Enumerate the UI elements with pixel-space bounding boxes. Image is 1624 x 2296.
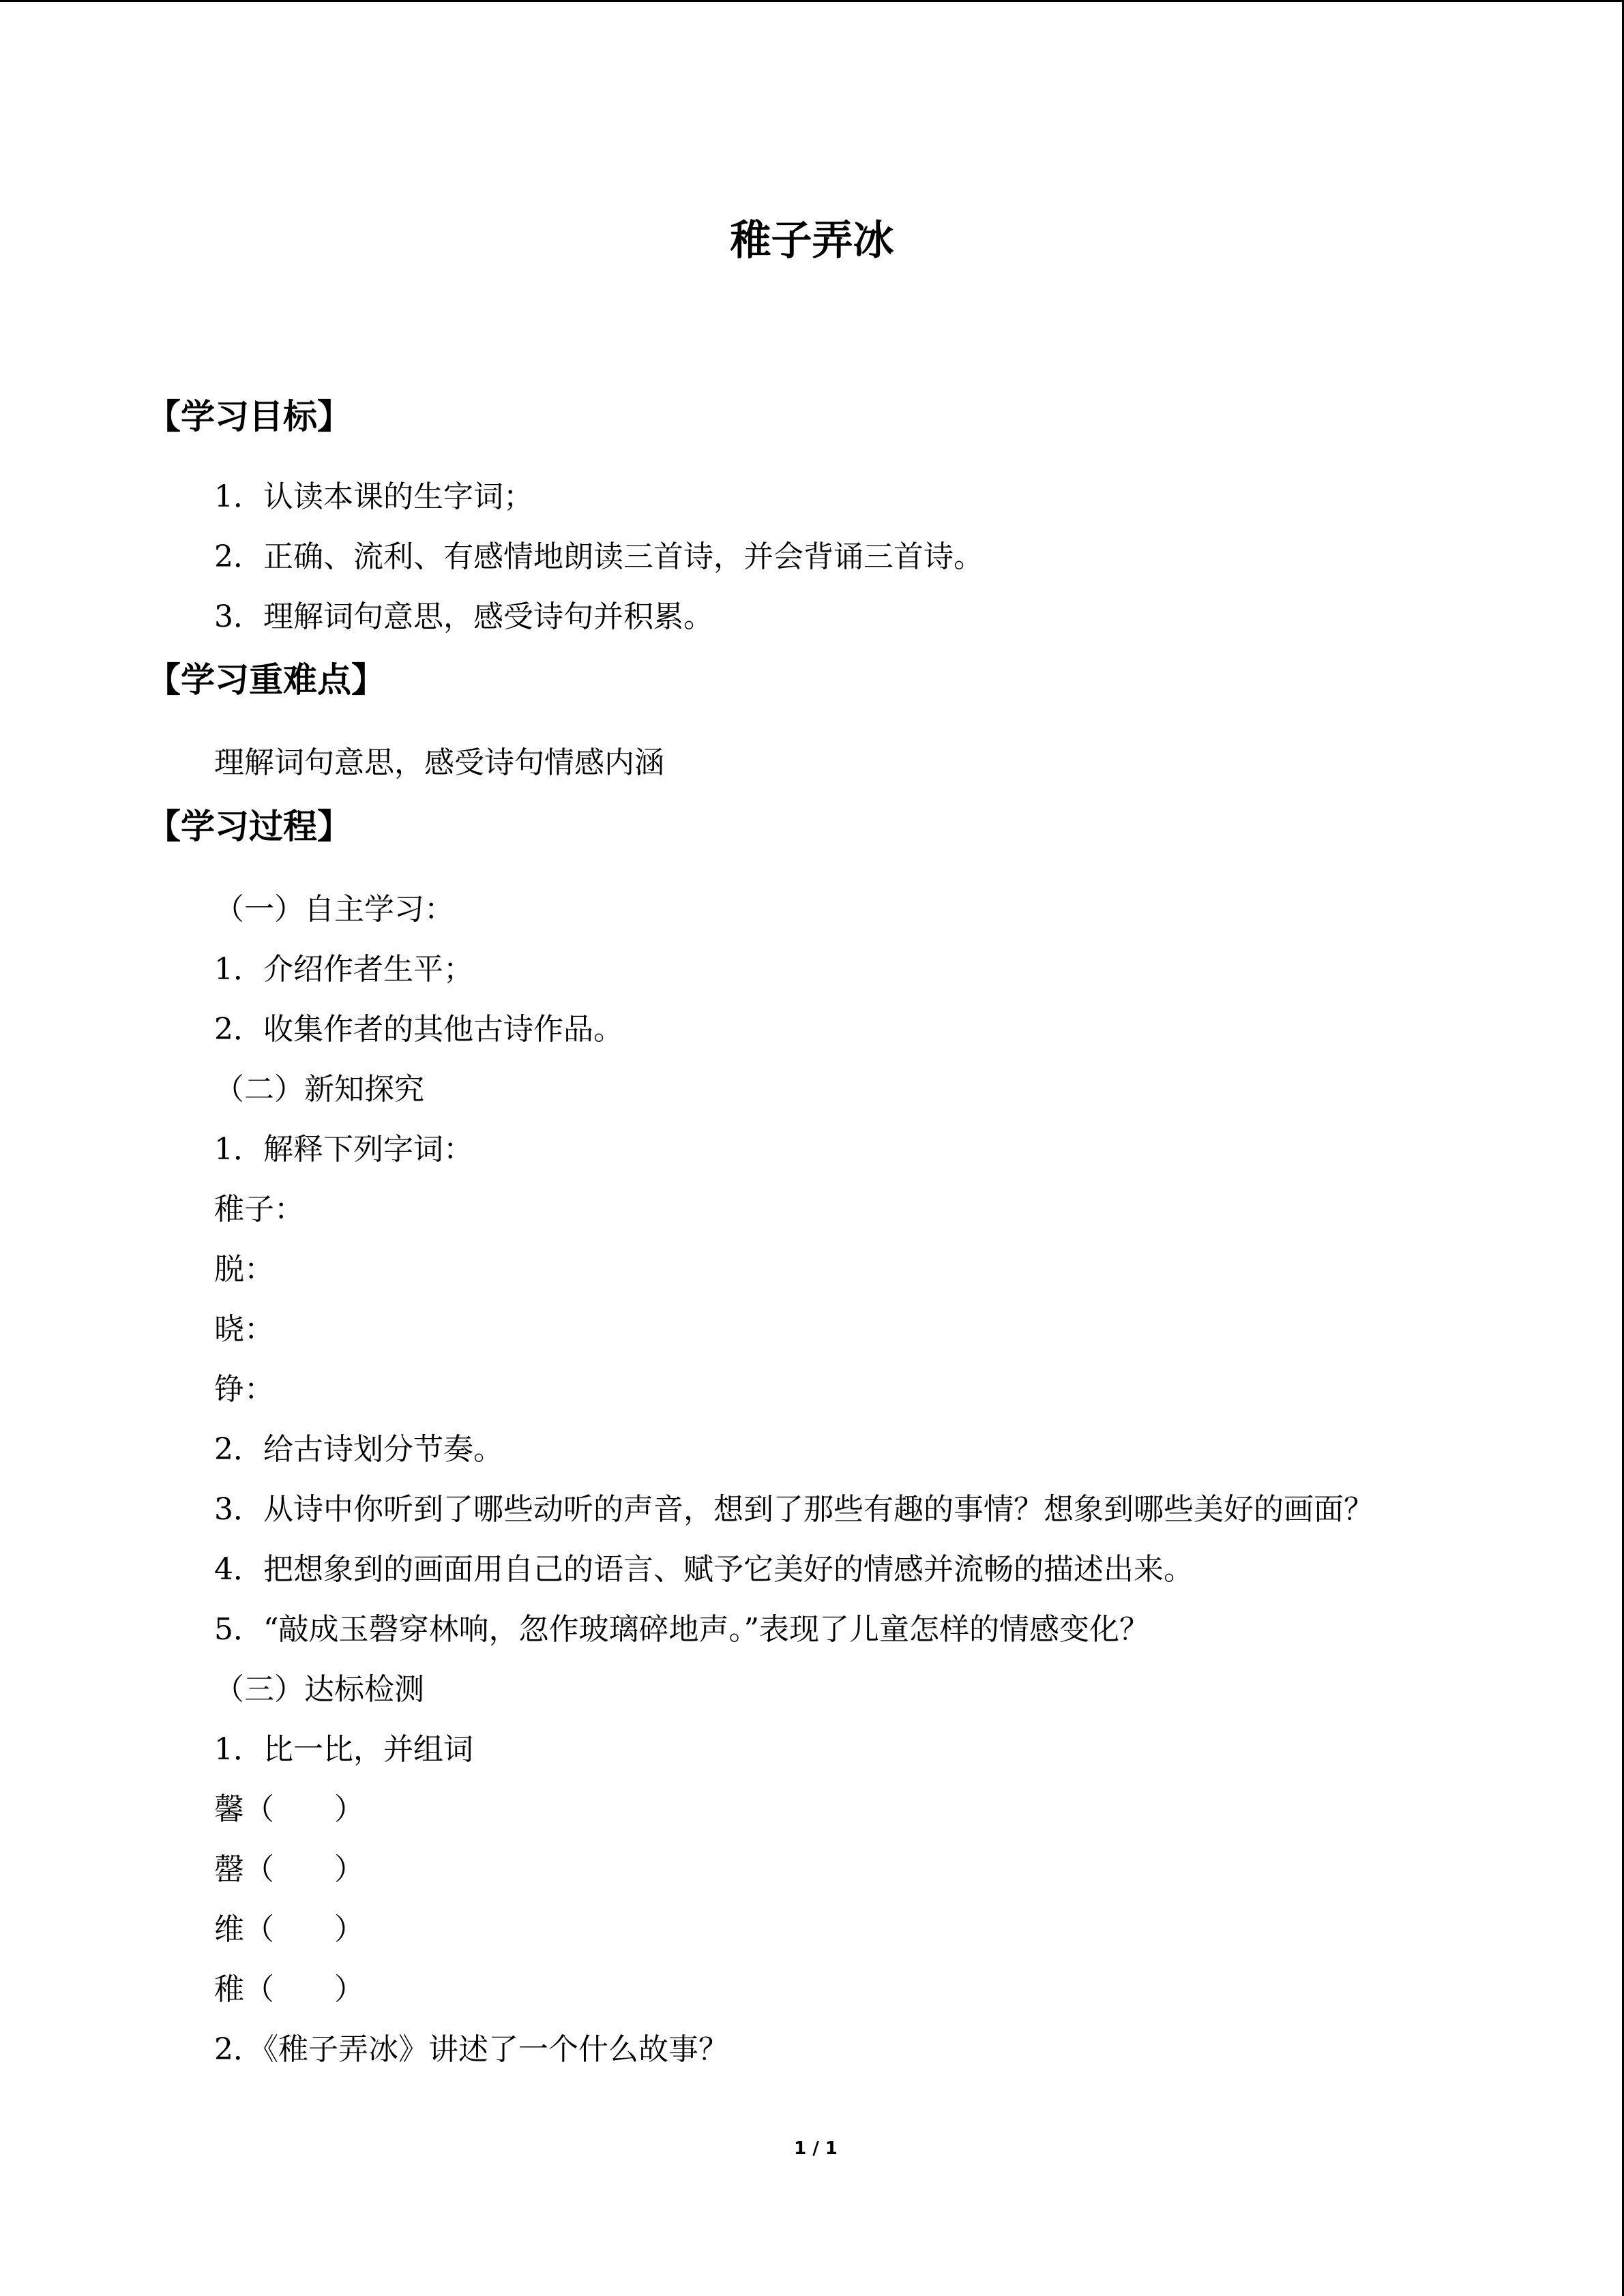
exploration-item: 5．“敲成玉磬穿林响，忽作玻璃碎地声。”表现了儿童怎样的情感变化？ <box>214 1612 1149 1647</box>
assessment-item: 稚（ ） <box>214 1972 364 2007</box>
process-list <box>214 880 1374 2080</box>
exploration-item: 稚子： <box>214 1192 304 1227</box>
assessment-item: 2．《稚子弄冰》讲述了一个什么故事？ <box>214 2032 728 2067</box>
document-title: 稚子弄冰 <box>730 217 894 265</box>
exploration-item: 2．给古诗划分节奏。 <box>214 1432 503 1467</box>
exploration-item: 晓： <box>214 1312 274 1347</box>
exploration-heading: （二）新知探究 <box>214 1072 424 1107</box>
self-study-heading: （一）自主学习： <box>214 892 454 927</box>
process-heading: 【学习过程】 <box>147 807 351 846</box>
key-points-text: 理解词句意思，感受诗句情感内涵 <box>214 745 664 780</box>
objective-item: 3．理解词句意思，感受诗句并积累。 <box>214 599 713 634</box>
exploration-item: 铮： <box>214 1372 274 1407</box>
assessment-item: 罄（ ） <box>214 1852 364 1887</box>
key-points-body <box>214 733 664 793</box>
exploration-item: 4．把想象到的画面用自己的语言、赋予它美好的情感并流畅的描述出来。 <box>214 1552 1194 1587</box>
assessment-heading: （三）达标检测 <box>214 1672 424 1707</box>
self-study-item: 1．介绍作者生平； <box>214 952 473 987</box>
exploration-item: 3．从诗中你听到了哪些动听的声音，想到了那些有趣的事情？想象到哪些美好的画面？ <box>214 1492 1374 1527</box>
assessment-item: 1．比一比，并组词 <box>214 1732 473 1767</box>
objectives-list <box>214 467 984 647</box>
objective-item: 1．认读本课的生字词； <box>214 479 533 514</box>
exploration-item: 1．解释下列字词： <box>214 1132 473 1167</box>
objective-item: 2．正确、流利、有感情地朗读三首诗，并会背诵三首诗。 <box>214 539 984 574</box>
assessment-item: 馨（ ） <box>214 1792 364 1827</box>
page-number: 1 / 1 <box>794 2138 838 2159</box>
self-study-item: 2．收集作者的其他古诗作品。 <box>214 1012 623 1047</box>
key-points-heading: 【学习重难点】 <box>147 660 385 700</box>
assessment-item: 维（ ） <box>214 1912 364 1947</box>
exploration-item: 脱： <box>214 1252 274 1287</box>
objectives-heading: 【学习目标】 <box>147 397 351 436</box>
